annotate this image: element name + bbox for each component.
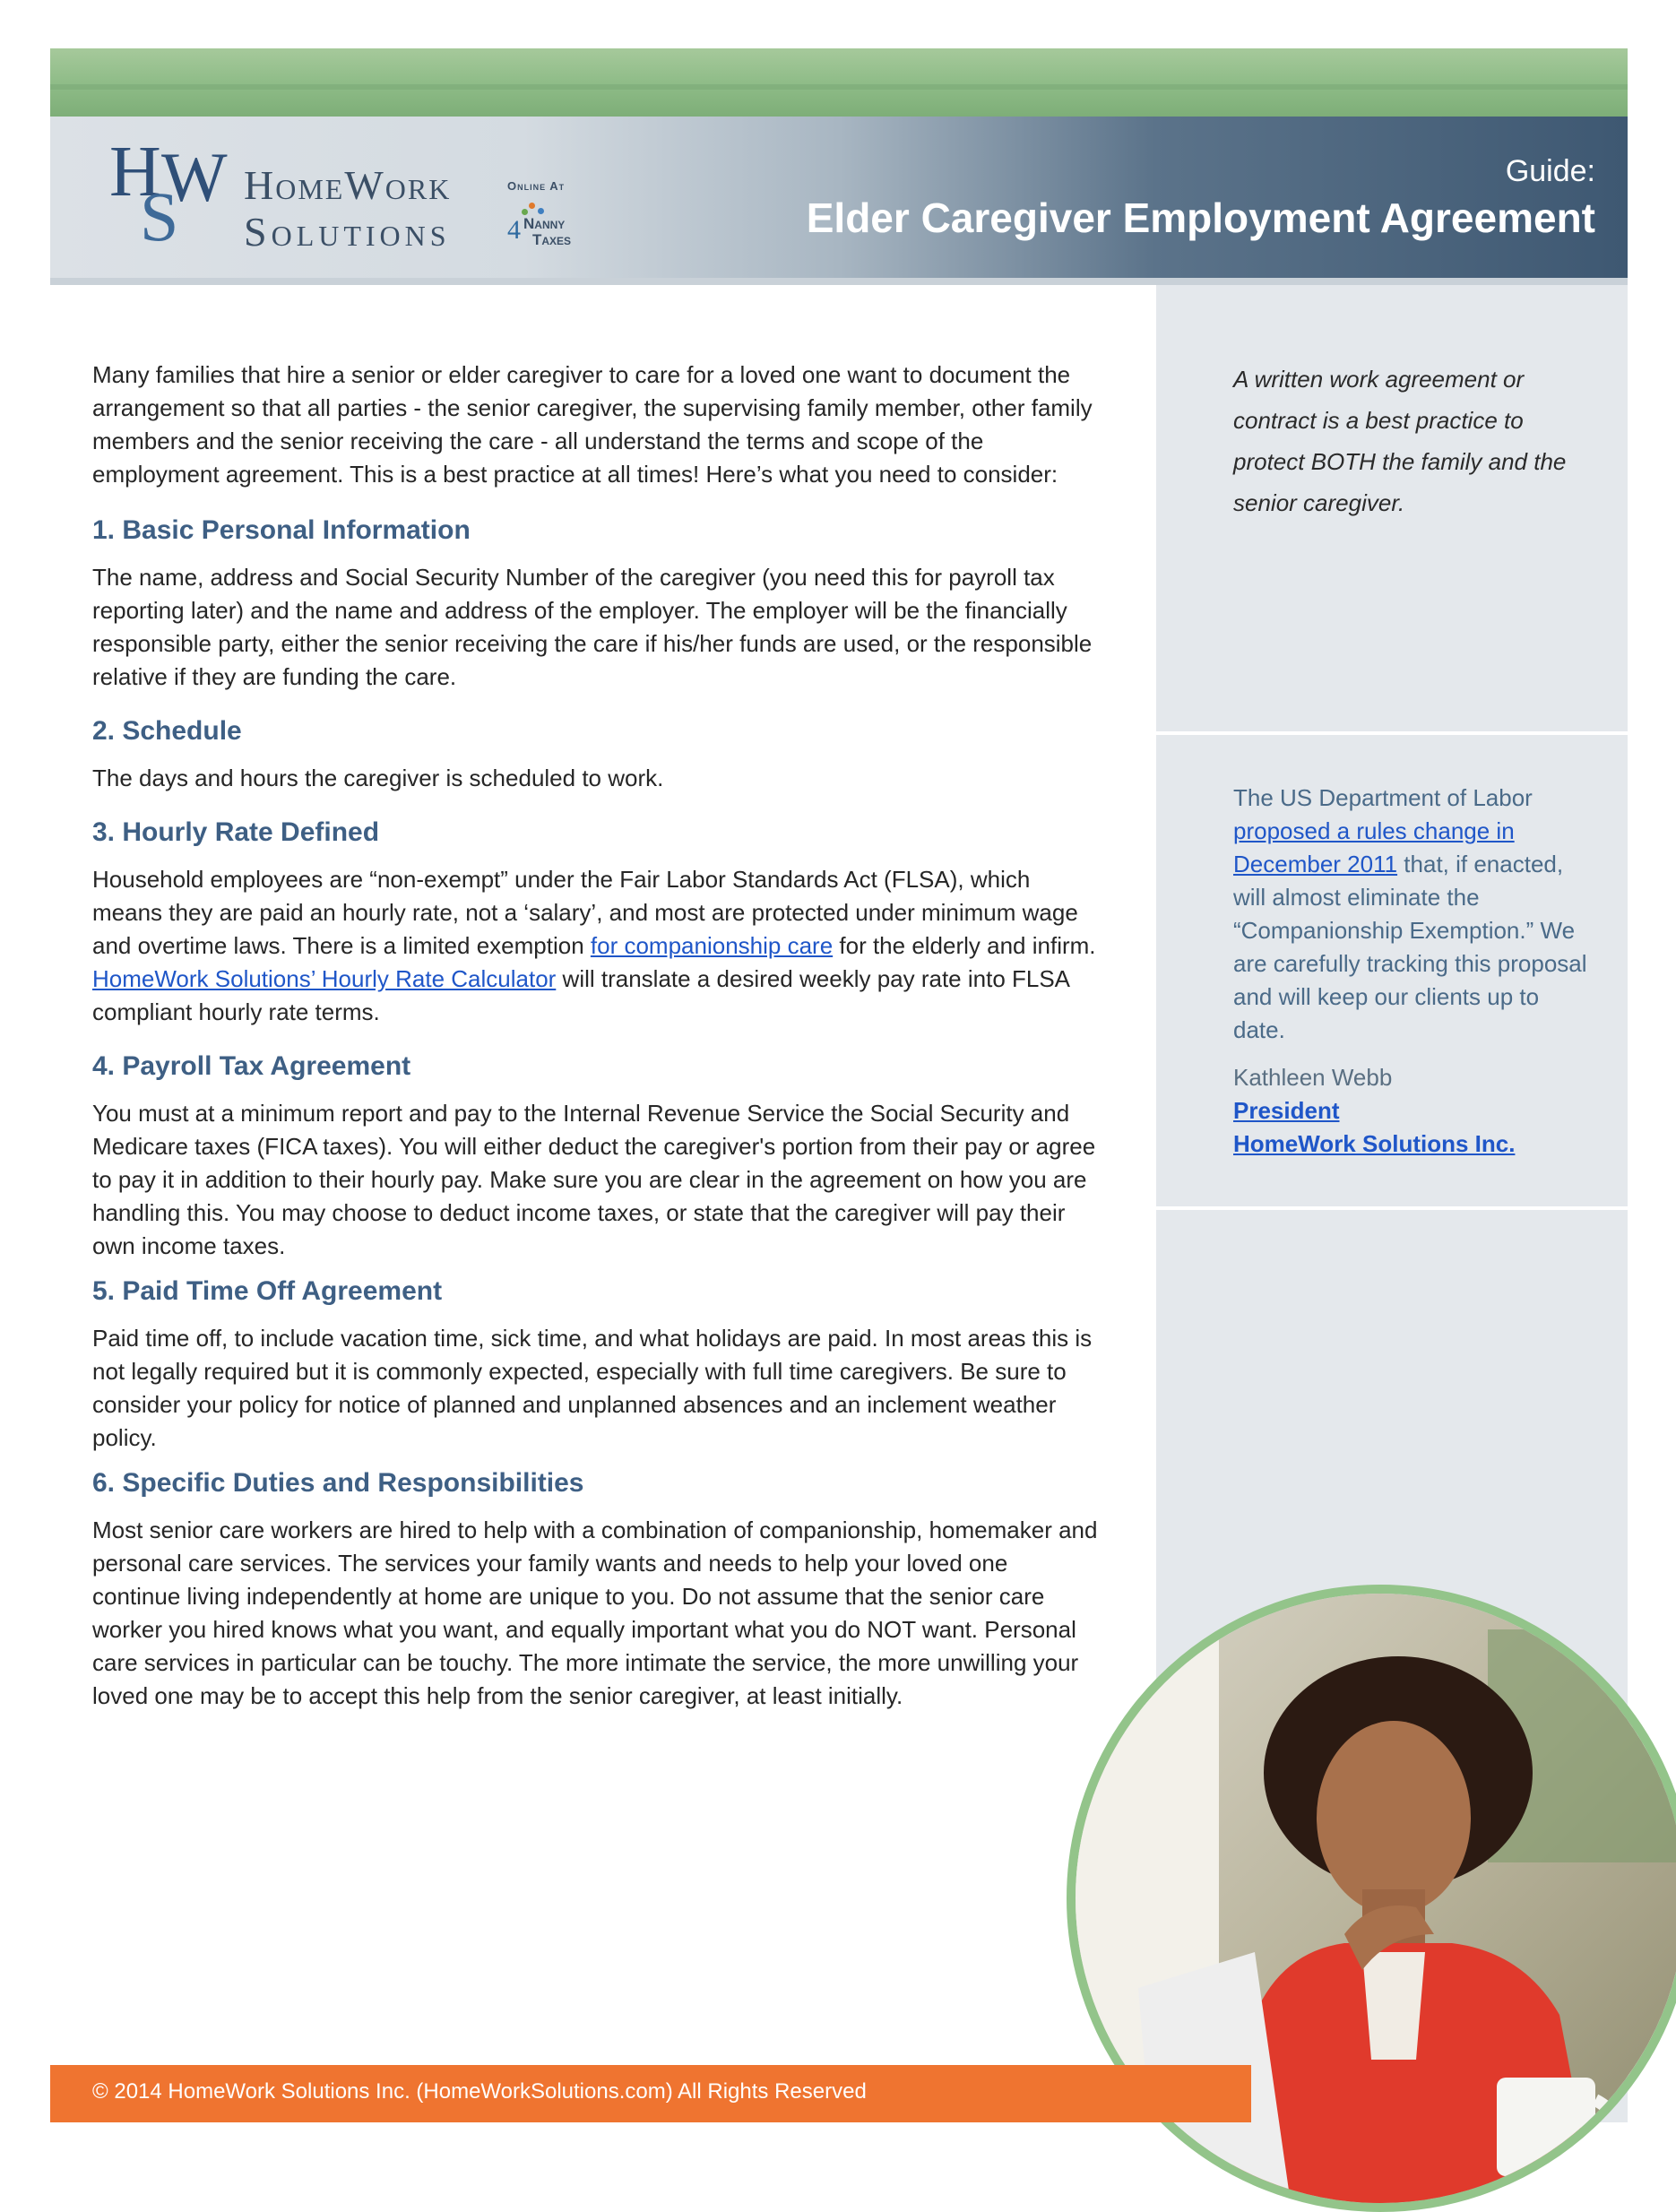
partner-line1: Nanny [523,215,566,232]
section-3-text-a: Household employees are “non-exempt” under the Fair Labor Standards Act (FLSA), which means they are paid an hourly rate, not a ‘salary’, and most are protected under minimum wage and overtime laws. There is a limited exemption [92,866,1078,959]
note-text-before: The US Department of Labor [1233,784,1533,811]
section-body-5: Paid time off, to include vacation time, sick time, and what holidays are paid. In most areas this is not legally required but it is commonly expected, especially with full time caregivers. Be sure to consider your policy for notice of planned and unplanned absences and an inclement weather policy. [92,1325,1093,1451]
svg-text:W: W [161,138,228,216]
section-3-text-b: for the elderly and infirm. [833,932,1096,959]
online-at-label: Online At [507,179,566,193]
sidebar-divider [1156,731,1628,735]
logo-dot-icon [538,208,544,214]
guide-label: Guide: [1505,154,1595,188]
header-divider [50,278,1628,285]
signer-company-link[interactable]: HomeWork Solutions Inc. [1233,1130,1516,1157]
section-heading-3: 3. Hourly Rate Defined [92,817,380,847]
section-body-3 [92,863,1101,1029]
sidebar-callout: A written work agreement or contract is a best practice to protect BOTH the family and the senior caregiver. [1233,366,1567,516]
logo-dot-icon [529,203,535,209]
logo-dot-icon [522,209,528,215]
note-text-after: that, if enacted, will almost eliminate the “Companionship Exemption.” We are carefully tracking this proposal and will keep our clients up to date. [1233,851,1587,1043]
4nannytaxes-logo [504,199,584,253]
signer-block [1233,1061,1592,1161]
hsw-monogram-icon [109,134,235,251]
section-body-1: The name, address and Social Security Number of the caregiver (you need this for payroll tax reporting later) and the name and address of the employer. The employer will be the financially responsible party, either the senior receiving the care if his/her funds are used, or the responsible relative if they are funding the care. [92,564,1093,690]
intro-paragraph: Many families that hire a senior or elder caregiver to care for a loved one want to document the arrangement so that all parties - the senior caregiver, the supervising family member, other family members and the senior receiving the care - all understand the terms and scope of the employment agreement. This is a best practice at all times! Here’s what you need to consider: [92,361,1093,488]
svg-text:S: S [140,177,179,251]
logo-wordmark-line2: Solutions [244,209,451,255]
companionship-care-link[interactable]: for companionship care [590,932,834,959]
section-body-2: The days and hours the caregiver is scheduled to work. [92,765,664,791]
hsw-logo-mark [109,134,235,251]
page-title: Elder Caregiver Employment Agreement [806,194,1595,241]
section-heading-6: 6. Specific Duties and Responsibilities [92,1468,584,1498]
section-heading-1: 1. Basic Personal Information [92,515,471,545]
main-content [92,359,1101,1713]
section-body-6: Most senior care workers are hired to help with a combination of companionship, homemaker and personal care services. The services your family wants and needs to help your loved one continue living independently at home are unique to you. Do not assume that the senior care worker you hired knows what you want, and equally important what you do NOT want. Personal care services in particular can be touchy. The more intimate the service, the more unwilling your loved one may be to accept this help from the senior caregiver, at least initially. [92,1516,1098,1709]
partner-line2: Taxes [532,231,572,248]
svg-text:H: H [109,134,161,212]
signer-name: Kathleen Webb [1233,1064,1393,1091]
sidebar-divider [1156,1206,1628,1210]
section-body-4: You must at a minimum report and pay to the Internal Revenue Service the Social Security and Medicare taxes (FICA taxes). You will either deduct the caregiver's portion from their pay or agree to pay it in addition to their hourly pay. Make sure you are clear in the agreement on how you are handling this. You may choose to deduct income taxes, or state that the caregiver will pay their own income taxes. [92,1100,1096,1259]
section-heading-2: 2. Schedule [92,716,242,746]
logo-wordmark-line1: HomeWork [244,162,452,208]
section-heading-4: 4. Payroll Tax Agreement [92,1051,411,1081]
section-3-text-c: will translate a desired weekly pay rate into FLSA compliant hourly rate terms. [92,965,1069,1025]
top-green-band [50,48,1628,117]
partner-digit: 4 [507,215,521,245]
signer-title-link[interactable]: President [1233,1097,1340,1124]
sidebar-note [1233,782,1592,1047]
section-heading-5: 5. Paid Time Off Agreement [92,1276,443,1306]
footer-copyright: © 2014 HomeWork Solutions Inc. (HomeWorkSolutions.com) All Rights Reserved [92,2079,867,2104]
hourly-rate-calculator-link[interactable]: HomeWork Solutions’ Hourly Rate Calculator [92,965,557,992]
rules-change-link[interactable]: proposed a rules change in December 2011 [1233,817,1515,877]
